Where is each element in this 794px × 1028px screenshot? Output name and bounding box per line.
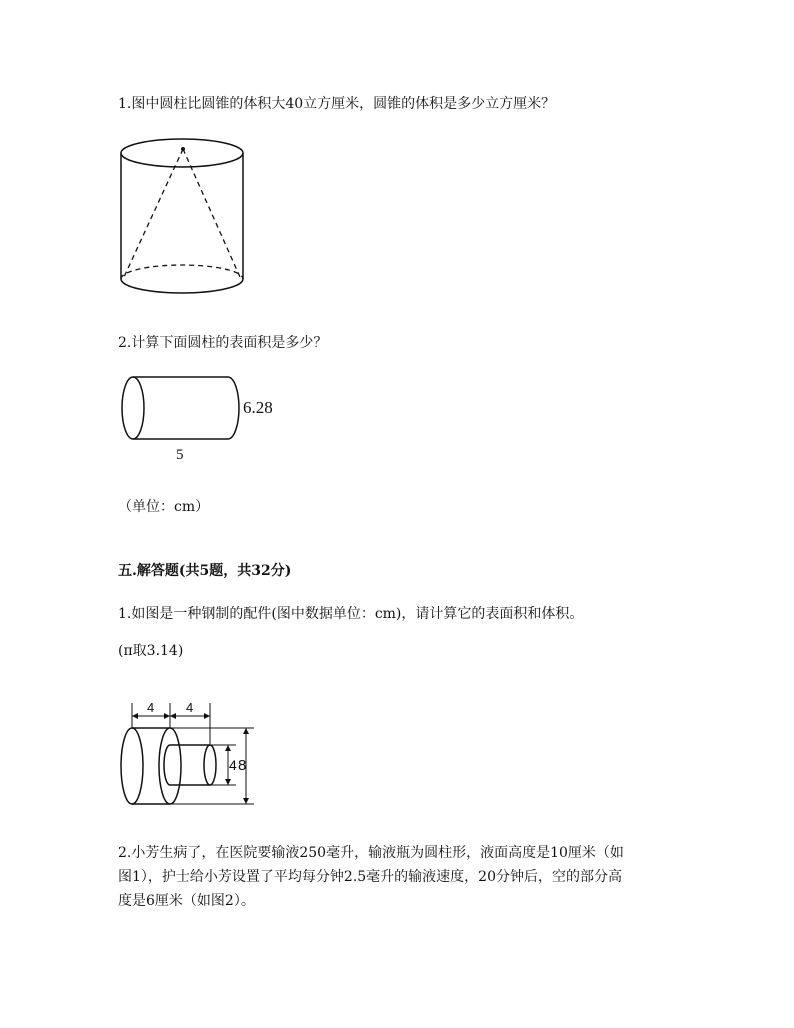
question-1-text: 1.图中圆柱比圆锥的体积大40立方厘米，圆锥的体积是多少立方厘米？ (118, 96, 556, 112)
question-2-text: 2.计算下面圆柱的表面积是多少？ (118, 335, 328, 351)
dimension-outer-label: 8 (238, 757, 247, 774)
problem-2-line-1: 2.小芳生病了，在医院要输液250毫升，输液瓶为圆柱形，液面高度是10厘米（如 (118, 845, 624, 861)
problem-2-line-3: 度是6厘米（如图2）。 (118, 893, 255, 909)
cylinder-height-label: 6.28 (243, 398, 273, 417)
cylinder-length-label: 5 (176, 447, 184, 463)
unit-note: （单位：cm） (118, 499, 210, 515)
section-title: 五.解答题(共5题，共32分) (118, 563, 292, 579)
cylinder-cone-figure (112, 136, 252, 302)
problem-1-text: 1.如图是一种钢制的配件(图中数据单位：cm)，请计算它的表面积和体积。 (118, 606, 584, 622)
problem-2-line-2: 图1），护士给小芳设置了平均每分钟2.5毫升的输液速度，20分钟后，空的部分高 (118, 869, 622, 885)
steel-part-figure (118, 697, 268, 809)
dimension-inner-label: 4 (229, 757, 237, 773)
pi-note: (π取3.14) (118, 643, 184, 659)
dimension-right-label: 4 (186, 700, 194, 715)
dimension-left-label: 4 (147, 700, 155, 715)
horizontal-cylinder-figure (115, 372, 290, 467)
